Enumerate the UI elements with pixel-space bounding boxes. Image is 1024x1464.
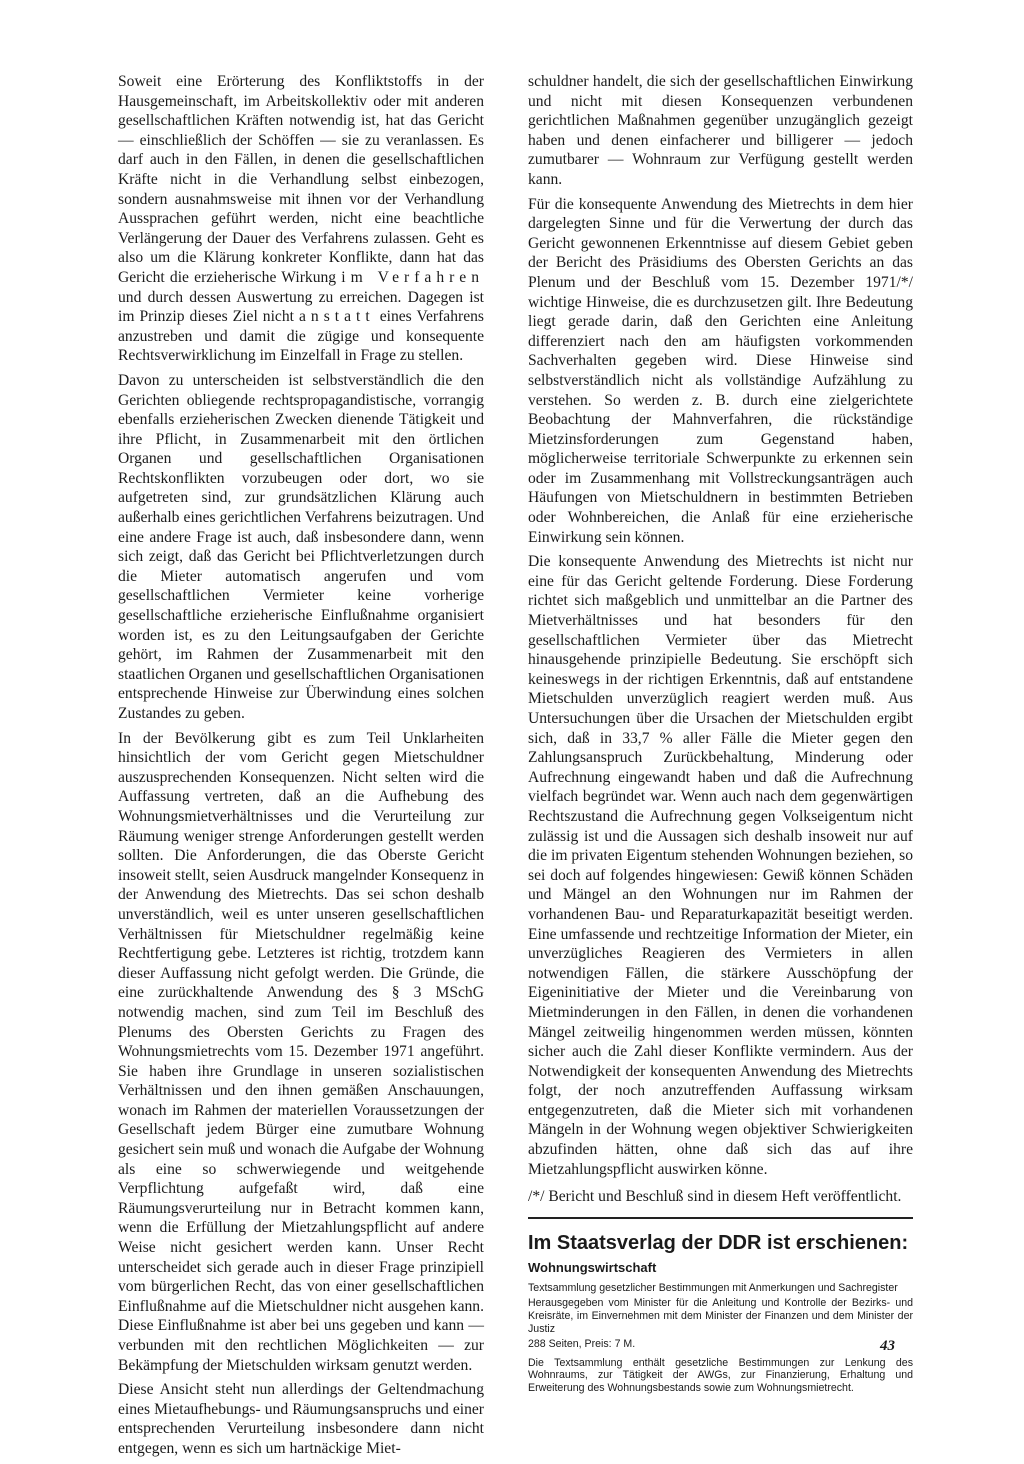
emphasis-spaced: im Verfahren [341,268,485,286]
paragraph: Soweit eine Erörterung des Konfliktstoffs in der Hausgemeinschaft, im Arbeitskollektiv oder mit anderen gesellschaftlichen Kräften notwendig ist, hat das Gericht — einschließlich der Schöffen — sie zu veranlassen. Es darf auch in den Fällen, in denen die gesellschaftlichen Kräfte nicht in die Verhandlung selbst einbezogen, sondern ausnahmsweise mit ihnen vor der Verhandlung Aussprachen geführt werden, nicht eine beachtliche Verlängerung der Dauer des Verfahrens zulassen. Geht es also um die Klärung konkreter Konflikte, dann hat das Gericht die erzieherische Wirkung im Verfahren und durch dessen Auswertung zu erreichen. Dagegen ist im Prinzip dieses Ziel nicht anstatt eines Verfahrens anzustreben und damit die zügige und konsequente Rechtsverwirklichung im Einzelfall in Frage zu stellen. [118,73,485,365]
left-column [118,72,484,1464]
ad-price: 288 Seiten, Preis: 7 M. [528,1338,636,1351]
paragraph: Davon zu unterscheiden ist selbstverständlich die den Gerichten obliegende rechtspropagandistische, vorrangig ebenfalls erzieherischen Zwecken dienende Tätigkeit und ihre Pflicht, in Zusammenarbeit mit den örtlichen Organen und gesellschaftlichen Organisationen Rechtskonflikten vorzubeugen oder dort, wo sie aufgetreten sind, zur grundsätzlichen Klärung auch außerhalb eines gerichtlichen Verfahrens beizutragen. Und eine andere Frage ist auch, daß insbesondere dann, wenn sich zeigt, daß das Gericht bei Pflichtverletzungen durch die Mieter automatisch angerufen und vom gesellschaftlichen Vermieter keine vorherige gesellschaftliche erzieherische Einflußnahme organisiert worden ist, es zu den Leitungsaufgaben der Gerichte gehört, im Rahmen der Zusammenarbeit mit den staatlichen Organen und gesellschaftlichen Organisationen entsprechende Hinweise zur Überwindung eines solchen Zustandes zu geben. [118,371,484,722]
ad-heading: Im Staatsverlag der DDR ist erschienen: [528,1231,909,1254]
emphasis-spaced: anstatt [299,308,375,326]
paragraph: In der Bevölkerung gibt es zum Teil Unklarheiten hinsichtlich der vom Gericht gegen Mietschuldner auszusprechenden Konsequenzen. Nicht selten wird die Auffassung vertreten, daß an die Aufhebung des Wohnungsmietverhältnisses und die Verurteilung zur Räumung weniger strenge Anforderungen gestellt werden sollten. Die Anforderungen, die das Oberste Gericht insoweit stellt, seien Ausdruck mangelnder Konsequenz in der Anwendung des Mietrechts. Das sei schon deshalb unverständlich, weil es unter unseren gesellschaftlichen Verhältnissen für Mietschuldner regelmäßig keine Rechtfertigung gebe. Letzteres ist richtig, trotzdem kann dieser Auffassung nicht gefolgt werden. Die Gründe, die eine zurückhaltende Anwendung des § 3 MSchG notwendig machen, sind zum Teil im Beschluß des Plenums des Obersten Gerichts zu Fragen des Wohnungsmietrechts vom 15. Dezember 1971 angeführt. Sie haben ihre Grundlage in unseren sozialistischen Verhältnissen und den ihnen gemäßen Anschauungen, wonach im Rahmen der materiellen Voraussetzungen der Gesellschaft jedem Bürger eine zumutbare Wohnung gesichert sein muß und wonach die Aufgabe der Wohnung als eine so schwerwiegende und weitgehende Verpflichtung aufgefaßt wird, daß eine Räumungsverurteilung nur in Betracht kommen kann, wenn die Erfüllung der Mietzahlungspflicht auf andere Weise nicht gesichert werden kann. Unser Recht unterscheidet sich gerade auch in dieser Frage prinzipiell vom bürgerlichen Recht, das von einer gesellschaftlichen Einflußnahme auf die Mietschuldner nicht ausgehen kann. Diese Einflußnahme ist aber bei uns gegeben und kann — verbunden mit den rechtlichen Möglichkeiten — zur Bekämpfung der Mietschulden wirksam genutzt werden. [118,729,484,1374]
advertisement-box [528,1231,913,1395]
ad-line: Textsammlung gesetzlicher Bestimmungen mit Anmerkungen und Sachregister [528,1281,898,1294]
ad-description: Die Textsammlung enthält gesetzliche Bestimmungen zur Lenkung des Wohnraums, zur Tätigkeit der AWGs, zur Finanzierung, Erhaltung und Erweiterung des Wohnungsbestands sowie zum Wohnungsmietrecht. [528,1356,913,1394]
paragraph: Für die konsequente Anwendung des Mietrechts in dem hier dargelegten Sinne und für die Verwertung der durch das Gericht gewonnenen Erkenntnisse auf diesem Gebiet geben der Bericht des Präsidiums des Obersten Gerichts an das Plenum und der Beschluß vom 15. Dezember 1971/*/ wichtige Hinweise, die es durchzusetzen gilt. Ihre Bedeutung liegt gerade darin, daß den Gerichten eine Anleitung differenziert nach den am häufigsten vorkommenden Sachverhalten gegeben wird. Diese Hinweise sind selbstverständlich nicht als vollständige Aufzählung zu verstehen. So werden z. B. durch eine zielgerichtete Beobachtung der Mahnverfahren, die rückständige Mietzinsforderungen zum Gegenstand haben, möglicherweise territoriale Schwerpunkte zu erkennen sein oder im Zusammenhang mit Vollstreckungsanträgen auch Häufungen von Mietschuldnern in bestimmten Betrieben oder Wohnbereichen, die Anlaß für eine erzieherische Einwirkung sein können. [528,195,913,546]
divider [528,1217,913,1219]
page-number: 43 [880,1338,895,1354]
ad-book-title: Wohnungswirtschaft [528,1259,657,1275]
paragraph: Die konsequente Anwendung des Mietrechts ist nicht nur eine für das Gericht geltende Forderung. Diese Forderung richtet sich maßgeblich und unmittelbar an die Partner des Mietverhältnisses und hat besonders für den gesellschaftlichen Vermieter über das Mietrecht hinausgehende prinzipielle Bedeutung. Sie erschöpft sich keineswegs in der richtigen Erkenntnis, daß auf entstandene Mietschulden unverzüglich reagiert werden muß. Aus Untersuchungen über die Ursachen der Mietschulden ergibt sich, daß in 33,7 % aller Fälle die Mieter gegen den Zahlungsanspruch Zurückbehaltung, Minderung oder Aufrechnung eingewandt haben und daß die Aufrechnung vielfach begründet war. Wenn auch nach dem gegenwärtigen Rechtszustand die Aufrechnung gegen Volkseigentum nicht zulässig ist und die Aussagen sich deshalb insoweit nur auf die im privaten Eigentum stehenden Wohnungen beziehen, so sei doch auf folgendes hingewiesen: Gewiß können Schäden und Mängel an den Wohnungen nur im Rahmen der vorhandenen Bau- und Reparaturkapazität beseitigt werden. Eine umfassende und rechtzeitige Information der Mieter, ein unverzügliches Reagieren des Vermieters in allen notwendigen Fällen, die stärkere Ausschöpfung der Eigeninitiative der Mieter und die Vereinbarung von Mietminderungen in den Fällen, in denen die vorhandenen Mängel zeitweilig hingenommen werden müssen, könnten sicher auch die Zahl dieser Konflikte vermindern. Aus der Notwendigkeit der konsequenten Anwendung des Mietrechts folgt, der noch anzutreffenden Auffassung wirksam entgegenzutreten, daß die Mieter sich mit vorhandenen Mängeln in der Wohnung wegen objektiver Schwierigkeiten abzufinden hätten, ohne daß sich das auf ihre Mietzahlungspflicht auswirken könne. [528,553,913,1178]
ad-line: Herausgegeben vom Minister für die Anleitung und Kontrolle der Bezirks- und Kreisräte, im Einvernehmen mit dem Minister der Finanzen und dem Minister der Justiz [528,1297,913,1335]
paragraph: schuldner handelt, die sich der gesellschaftlichen Einwirkung und nicht mit diesen Konsequenzen verbundenen gerichtlichen Maßnahmen gegenüber unzugänglich gezeigt haben und denen einfacherer und billigerer — jedoch zumutbarer — Wohnraum zur Verfügung gestellt werden kann. [528,73,913,188]
right-column [528,72,913,1398]
footnote: /*/ Bericht und Beschluß sind in diesem Heft veröffentlicht. [528,1188,902,1206]
paragraph: Diese Ansicht steht nun allerdings der Geltendmachung eines Mietaufhebungs- und Räumungsanspruchs und einer entsprechenden Verurteilung insbesondere dann nicht entgegen, wenn es sich um hartnäckige Miet- [118,1381,484,1457]
